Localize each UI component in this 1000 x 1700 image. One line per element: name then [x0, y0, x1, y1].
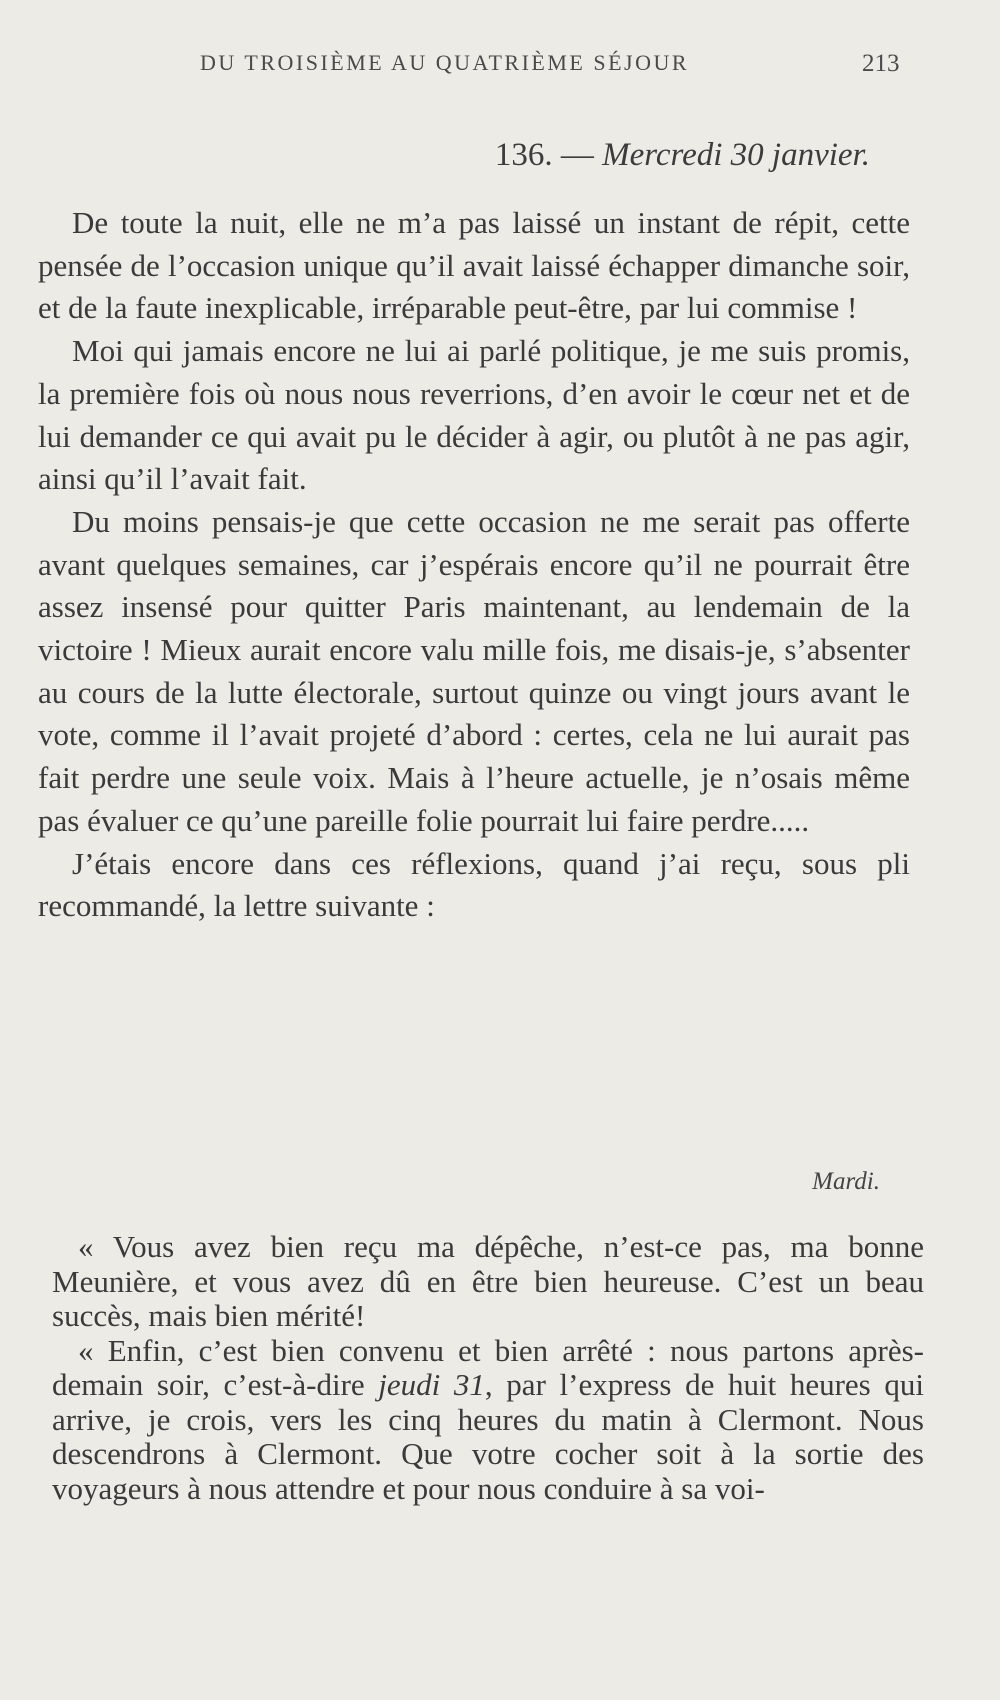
running-head: DU TROISIÈME AU QUATRIÈME SÉJOUR — [200, 50, 690, 75]
letter-paragraph — [52, 1334, 924, 1507]
body-text — [38, 202, 910, 928]
paragraph: Du moins pensais-je que cette occasion ne me serait pas offerte avant quelques semaines, car j’espérais encore qu’il ne pourrait être assez insensé pour quitter Paris maintenant, au lendemain de la victoire ! Mieux aurait encore valu mille fois, me disais-je, s’absenter au cours de la lutte électorale, surtout quinze ou vingt jours avant le vote, comme il l’avait projeté d’abord : certes, cela ne lui aurait pas fait perdre une seule voix. Mais à l’heure actuelle, je n’osais même pas évaluer ce qu’une pareille folie pourrait lui faire perdre..... — [38, 503, 910, 838]
letter-text-segment: , par l’express de huit heures qui arrive, je crois, vers les cinq heures du matin à Clermont. Nous descendrons à Clermont. Que votre cocher soit à la sortie des voyageurs à nous attendre et pour nous conduire à sa voi- — [52, 1367, 924, 1506]
paragraph: Moi qui jamais encore ne lui ai parlé politique, je me suis promis, la première fois où nous nous reverrions, d’en avoir le cœur net et de lui demander ce qui avait pu le décider à agir, ou plutôt à ne pas agir, ainsi qu’il l’avait fait. — [38, 333, 910, 497]
letter-text-segment: « Enfin, c’est bien convenu et bien arrêté : nous partons après-demain soir, c’est-à-dire — [52, 1332, 924, 1402]
entry-number: 136. — — [494, 137, 603, 173]
letter-paragraph: « Vous avez bien reçu ma dépêche, n’est-ce pas, ma bonne Meunière, et vous avez dû en être bien heureuse. C’est un beau succès, mais bien mérité! — [52, 1229, 924, 1333]
paragraph: De toute la nuit, elle ne m’a pas laissé un instant de répit, cette pensée de l’occasion unique qu’il avait laissé échapper dimanche soir, et de la faute inexplicable, irréparable peut-être, par lui commise ! — [38, 205, 910, 326]
letter-text — [52, 1230, 924, 1506]
paragraph: J’étais encore dans ces réflexions, quand j’ai reçu, sous pli recommandé, la lettre suivante : — [38, 845, 910, 924]
page-number: 213 — [862, 50, 900, 77]
entry-heading — [495, 137, 870, 174]
entry-date: Mercredi 30 janvier. — [602, 137, 870, 173]
letter-italic-date: jeudi 31 — [378, 1367, 485, 1402]
letter-dateline: Mardi. — [812, 1168, 880, 1195]
